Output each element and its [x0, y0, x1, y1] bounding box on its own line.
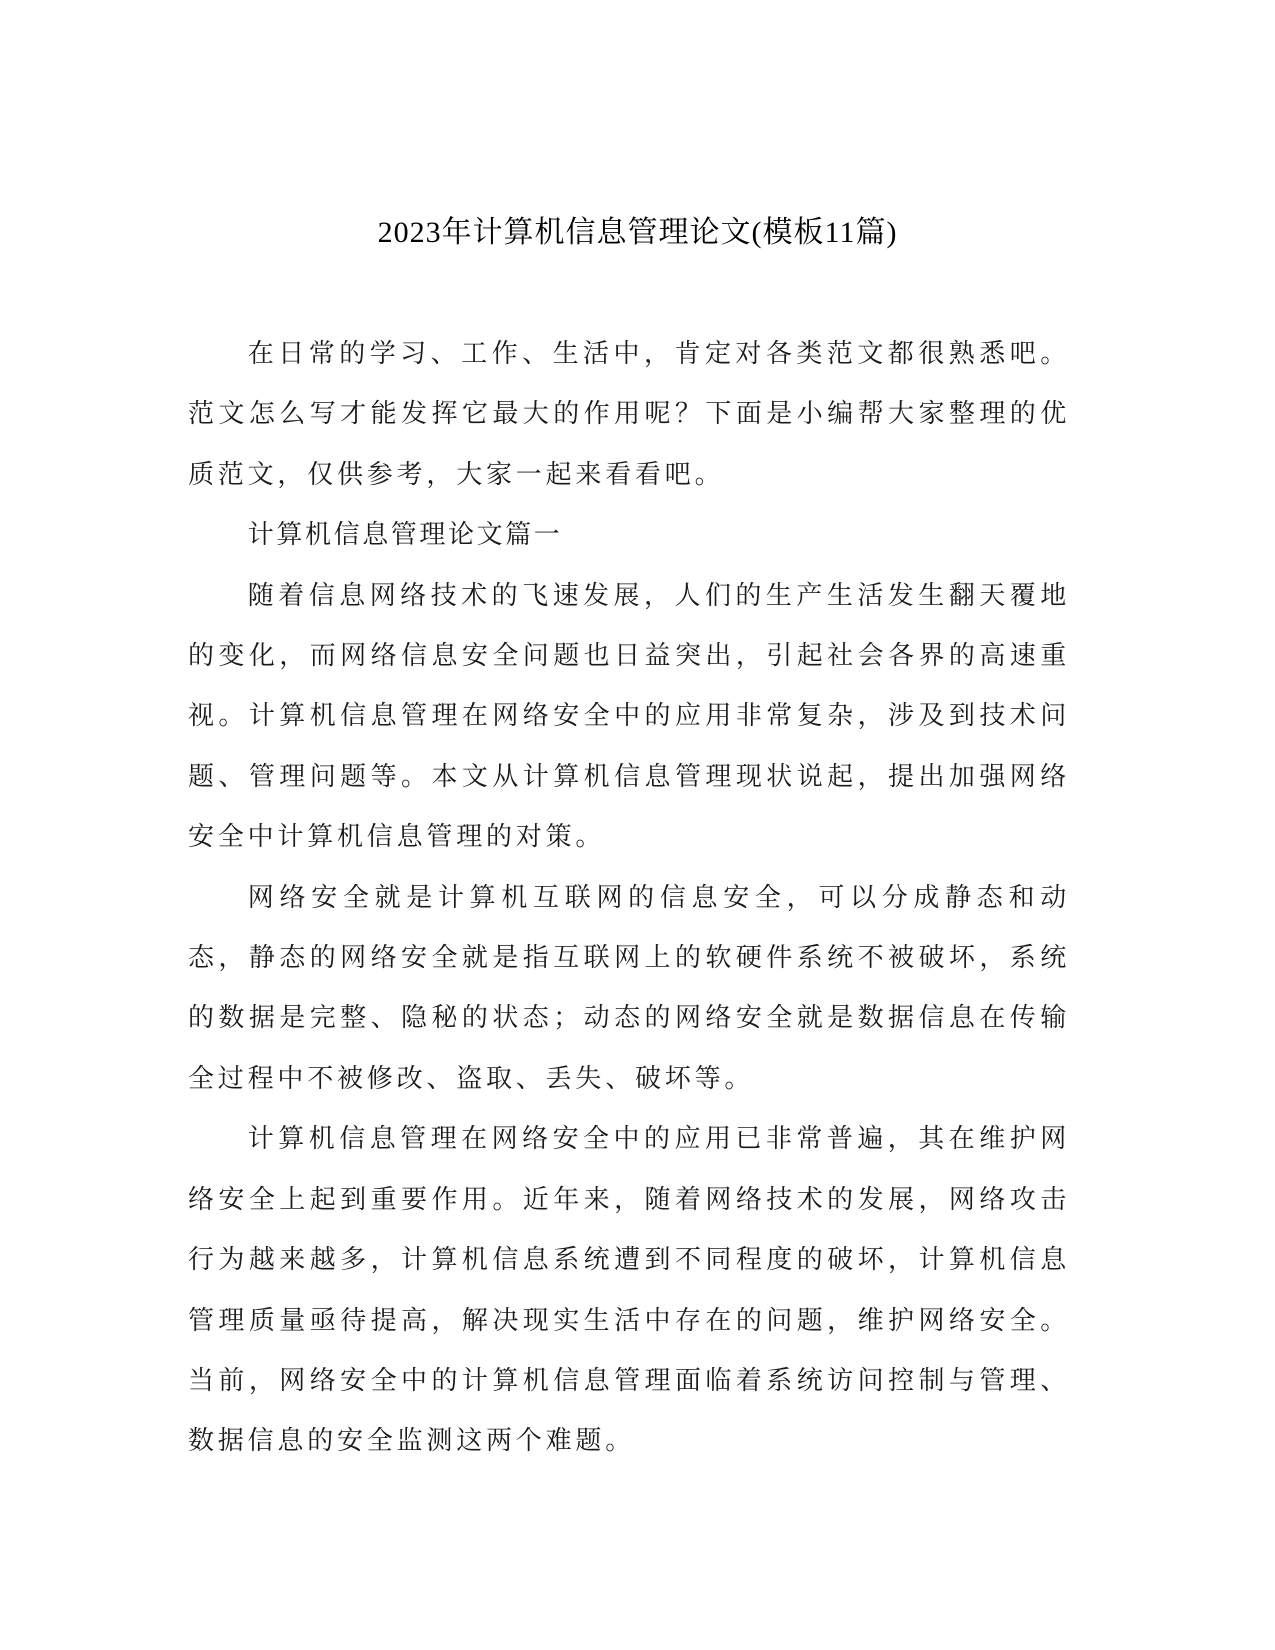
intro-paragraph: 在日常的学习、工作、生活中，肯定对各类范文都很熟悉吧。范文怎么写才能发挥它最大的作用呢？下面是小编帮大家整理的优质范文，仅供参考，大家一起来看看吧。: [188, 339, 1070, 490]
body-paragraph: 随着信息网络技术的飞速发展，人们的生产生活发生翻天覆地的变化，而网络信息安全问题也日益突出，引起社会各界的高速重视。计算机信息管理在网络安全中的应用非常复杂，涉及到技术问题、管理问题等。本文从计算机信息管理现状说起，提出加强网络安全中计算机信息管理的对策。: [188, 580, 1070, 853]
body-paragraph: 网络安全就是计算机互联网的信息安全，可以分成静态和动态，静态的网络安全就是指互联网上的软硬件系统不被破坏，系统的数据是完整、隐秘的状态；动态的网络安全就是数据信息在传输全过程中不被修改、盗取、丢失、破坏等。: [188, 882, 1070, 1094]
document-body: [188, 324, 1070, 1472]
document-title: 2023年计算机信息管理论文(模板11篇): [377, 216, 898, 249]
section-heading: 计算机信息管理论文篇一: [247, 520, 563, 551]
body-paragraph: 计算机信息管理在网络安全中的应用已非常普遍，其在维护网络安全上起到重要作用。近年来，随着网络技术的发展，网络攻击行为越来越多，计算机信息系统遭到不同程度的破坏，计算机信息管理质量亟待提高，解决现实生活中存在的问题，维护网络安全。当前，网络安全中的计算机信息管理面临着系统访问控制与管理、数据信息的安全监测这两个难题。: [188, 1124, 1070, 1457]
